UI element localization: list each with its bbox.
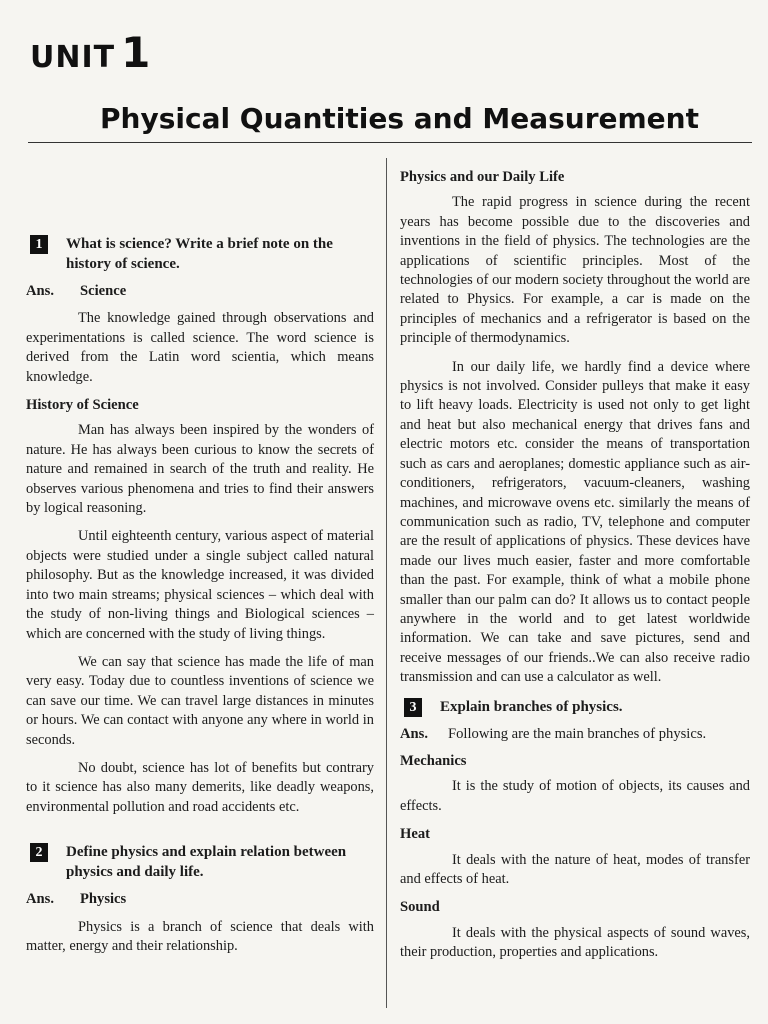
question-text: Explain branches of physics. xyxy=(440,698,623,715)
question-number-badge: 2 xyxy=(30,843,48,862)
section-heading: Physics and our Daily Life xyxy=(400,169,565,185)
paragraph: The rapid progress in science during the recent years has become possible due to the discoveries and inventions in the field of physics. The technologies are the applications of scientific principles. Most of the technologies of our modern society throughout the world are related to Physics. For example, a car is made on the principles of mechanics and a refrigerator is based on the principle of thermodynamics. xyxy=(400,194,750,347)
unit-label: UNIT xyxy=(30,40,116,75)
paragraph: It is the study of motion of objects, its causes and effects. xyxy=(400,778,750,814)
section-heading: Heat xyxy=(400,826,430,843)
paragraph: No doubt, science has lot of benefits but contrary to it science has also many demerits, like deadly weapons, environmental pollution and road accidents etc. xyxy=(26,759,374,815)
paragraph: We can say that science has made the life of man very easy. Today due to countless inventions of science we can save our time. We can travel large distances in minutes or hours. We can contact with anyone any where in world in seconds. xyxy=(26,653,374,748)
paragraph: The knowledge gained through observations and experimentations is called science. The word science is derived from the Latin word scientia, which means knowledge. xyxy=(26,310,374,385)
answer-text: Following are the main branches of physics. xyxy=(448,725,707,742)
answer-heading xyxy=(26,282,374,301)
left-column xyxy=(26,234,374,965)
section-heading: Sound xyxy=(400,899,440,916)
answer-heading xyxy=(400,725,750,744)
paragraph: Physics is a branch of science that deals with matter, energy and their relationship. xyxy=(26,918,374,954)
unit-number: 1 xyxy=(121,28,152,77)
answer-title: Science xyxy=(80,283,127,299)
question-number-badge: 3 xyxy=(404,698,422,717)
answer-title: Physics xyxy=(80,891,127,908)
answer-label: Ans. xyxy=(26,891,54,908)
answer-label: Ans. xyxy=(400,725,428,742)
unit-heading xyxy=(30,28,151,77)
section-heading: History of Science xyxy=(26,397,139,414)
question-2 xyxy=(26,842,374,882)
section-heading: Mechanics xyxy=(400,752,467,769)
question-text: Define physics and explain relation between physics and daily life. xyxy=(66,844,347,881)
question-3 xyxy=(400,697,750,717)
question-number-badge: 1 xyxy=(30,235,48,254)
answer-label: Ans. xyxy=(26,283,54,299)
right-column xyxy=(400,166,750,972)
paragraph: It deals with the nature of heat, modes of transfer and effects of heat. xyxy=(400,851,750,887)
column-divider xyxy=(386,158,387,1008)
paragraph: Until eighteenth century, various aspect of material objects were studied under a single subject called natural philosophy. But as the knowledge increased, it was divided into two main streams; physical sciences – which deal with the study of non-living things and Biological sciences – which are concerned with the study of living things. xyxy=(26,528,374,642)
paragraph: Man has always been inspired by the wonders of nature. He has always been curious to know the secrets of nature and remained in search of the truth and reality. He observes various phenomena and tries to find their answers by logical reasoning. xyxy=(26,422,374,517)
chapter-title: Physical Quantities and Measurement xyxy=(100,102,699,135)
answer-heading xyxy=(26,890,374,909)
question-text: What is science? Write a brief note on the history of science. xyxy=(66,236,333,272)
question-1 xyxy=(26,234,374,274)
title-underline xyxy=(28,142,752,143)
paragraph: In our daily life, we hardly find a device where physics is not involved. Consider pulleys that make it easy to lift heavy loads. Electricity is used not only to get light and heat but also mechanical energy that drives fans and electric motors etc. consider the means of transportation such as cars and aeroplanes; domestic appliance such as air-conditioners, refrigerators, vacuum-cleaners, washing machines, and microwave ovens etc. similarly the means of communication such as radio, TV, telephone and computer are the result of applications of physics. These devices have made our lives much easier, faster and more comfortable than the past. For example, think of what a mobile phone smaller than our palm can do? It allows us to contact people anywhere in the world and to get latest worldwide information. We can take and save pictures, send and receive messages of our friends..We can also receive radio transmission and can use a calculator as well. xyxy=(400,358,750,686)
paragraph: It deals with the physical aspects of sound waves, their production, properties and applications. xyxy=(400,924,750,961)
